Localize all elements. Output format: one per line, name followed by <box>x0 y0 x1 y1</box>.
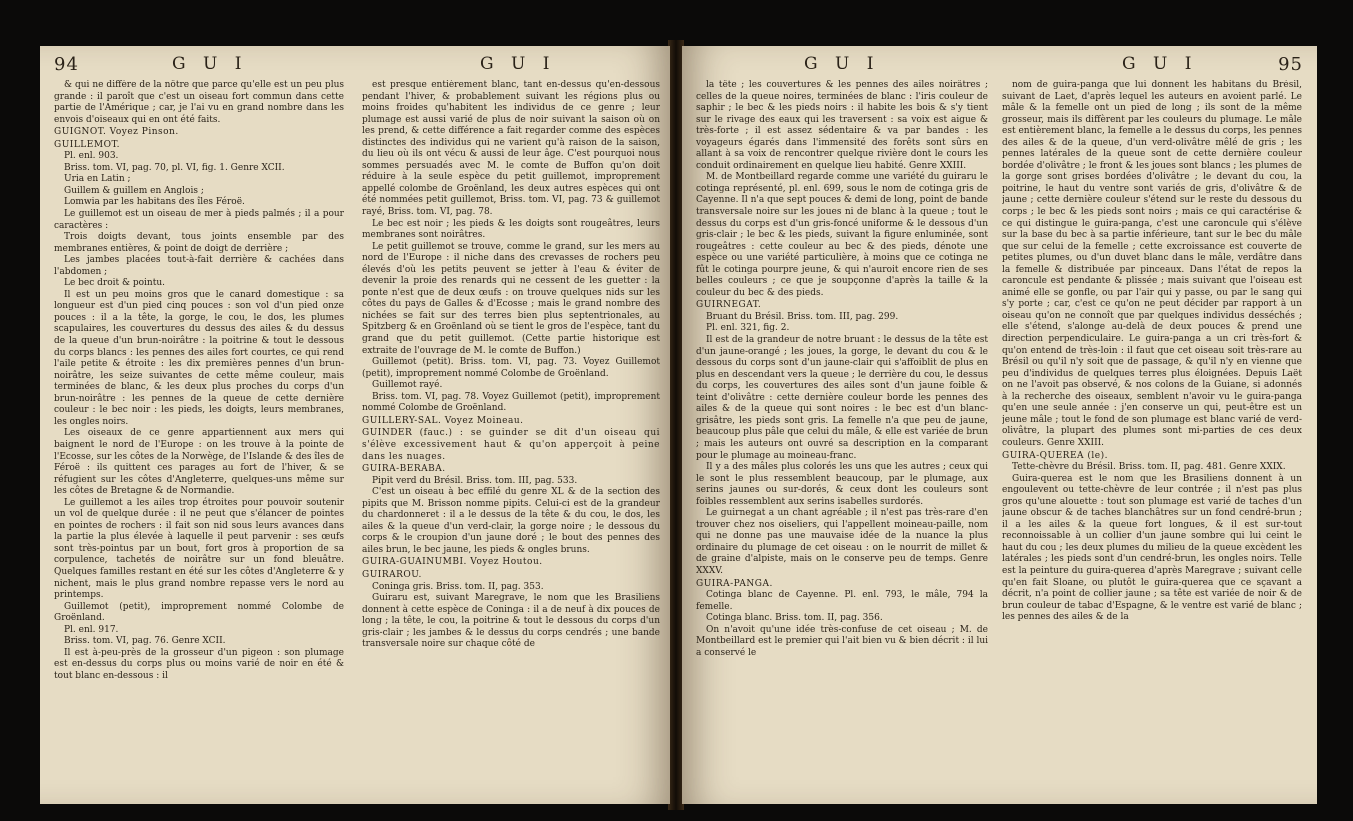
paragraph: Pl. enl. 917. <box>64 624 119 635</box>
paragraph: Le guillemot est un oiseau de mer à pieds palmés ; il a pour caractères : <box>54 209 344 231</box>
paragraph: Le petit guillemot se trouve, comme le grand, sur les mers au nord de l'Europe : il niche dans des crevasses de rochers peu élevés d'où les petits peuvent se jetter à l'eau & éviter de devenir la proie des renards qui ne cessent de les guetter : la ponte n'est que de deux œufs : on trouve quelques nids sur les côtes du pays de Galles & d'Ecosse ; mais le grand nombre des nichées se fait sur des terres bien plus septentrionales, au Spitzberg & en Groënland où se tient le gros de l'espèce, tant du grand que du petit guillemot. (Cette partie historique est extraite de l'ouvrage de M. le comte de Buffon.) <box>362 241 660 356</box>
paragraph: C'est un oiseau à bec effilé du genre XL & de la section des pipits que M. Brisson nomme pipits. Celui-ci est de la grandeur du chardonneret : il a le dessus de la tête & du cou, le dos, les ailes & la queue d'un verd-clair, la gorge noire ; le dessous du corps & le croupion d'un jaune doré ; le bout des pennes des ailes brun, le bec jaune, les pieds & ongles bruns. <box>362 487 660 555</box>
paragraph: GUIRAROU. <box>362 569 422 580</box>
paragraph: Pl. enl. 321, fig. 2. <box>706 323 790 334</box>
paragraph: Cotinga blanc de Cayenne. Pl. enl. 793, le mâle, 794 la femelle. <box>696 590 988 612</box>
right-header-col2: G U I <box>1122 54 1198 74</box>
left-header-col1: G U I <box>172 54 248 74</box>
paragraph: Il est un peu moins gros que le canard domestique : sa longueur est d'un pied cinq pouces : son vol d'un pied onze pouces : il a la tête, la gorge, le cou, le dos, les plumes scapulaires, les couvertures du dessus des ailes & du dessus de la queue d'un brun-noirâtre : la poitrine & tout le dessous du corps blancs : les pennes des ailes fort courtes, ce qui rend l'aile petite & étroite : les dix premières pennes d'un brun-noirâtre, les seize suivantes de cette même couleur, mais terminées de blanc, & les deux plus proches du corps d'un brun-noirâtre : les pennes de la queue de cette dernière couleur : le bec noir : les pieds, les doigts, leurs membranes, les ongles noirs. <box>54 289 344 427</box>
paragraph: GUIRA-BERABA. <box>362 464 446 475</box>
paragraph: Le guirnegat a un chant agréable ; il n'est pas très-rare d'en trouver chez nos oiseliers, qui l'appellent moineau-paille, nom qui ne donne pas une mauvaise idée de la nuance la plus ordinaire du plumage de cet oiseau : on le nourrit de millet & de graine d'alpiste, mais on le conserve peu de temps. Genre XXXV. <box>696 508 988 576</box>
right-header-col1: G U I <box>804 54 880 74</box>
paragraph: Les jambes placées tout-à-fait derrière & cachées dans l'abdomen ; <box>54 255 344 277</box>
paragraph: Guillemot (petit). Briss. tom. VI, pag. 73. Voyez Guillemot (petit), improprement nommé Colombe de Groënland. <box>362 357 660 379</box>
paragraph: est presque entièrement blanc, tant en-dessus qu'en-dessous pendant l'hiver, & probablement suivant les régions plus ou moins froides qu'habitent les individus de ce genre ; leur plumage est aussi varié de plus de noir suivant la saison où on les prend, & cette différence a fait regarder comme des espèces distinctes des individus qui ne varient qu'à raison de la saison, du lieu où ils ont vécu & aussi de leur âge. C'est pourquoi nous sommes persuadés avec M. le comte de Buffon qu'on doit réduire à la seule espèce du petit guillemot, improprement appellé colombe de Groënland, les deux autres espèces qui ont été nommées petit guillemot, Briss. tom. VI, pag. 73 & guillemot rayé, Briss. tom. VI, pag. 78. <box>362 80 660 218</box>
paragraph: Guillemot (petit), improprement nommé Colombe de Groënland. <box>54 601 344 624</box>
paragraph: Guiraru est, suivant Maregrave, le nom que les Brasiliens donnent à cette espèce de Coninga : il a de neuf à dix pouces de long ; la tête, le cou, la poitrine & tout le dessous du corps d'un gris-clair ; les jambes & le dessus du corps cendrés ; une bande transversale noire sur chaque côté de <box>362 593 660 650</box>
paragraph: Pipit verd du Brésil. Briss. tom. III, pag. 533. <box>372 475 578 486</box>
paragraph: Guillem & guillem en Anglois ; <box>64 185 204 196</box>
paragraph: Coninga gris. Briss. tom. II, pag. 353. <box>372 581 544 592</box>
right-column-1 <box>696 80 988 796</box>
paragraph: GUILLERY-SAL. Voyez Moineau. <box>362 415 524 426</box>
paragraph: Briss. tom. VI, pag. 76. Genre XCII. <box>64 636 226 647</box>
paragraph: Pl. enl. 903. <box>64 151 119 162</box>
paragraph: Briss. tom. VI, pag. 70, pl. VI, fig. 1. Genre XCII. <box>64 162 285 173</box>
right-page <box>682 46 1317 804</box>
left-column-2 <box>362 80 660 796</box>
left-column-1 <box>54 80 344 796</box>
paragraph: Tette-chèvre du Brésil. Briss. tom. II, pag. 481. Genre XXIX. <box>1012 462 1286 473</box>
paragraph: la tête ; les couvertures & les pennes des ailes noirâtres ; celles de la queue noires, terminées de blanc : l'iris couleur de saphir ; le bec & les pieds noirs : il habite les bois & s'y tient sur le rivage des eaux qui les traversent : sa voix est aigue & très-forte ; il est assez sédentaire & va par bandes : les voyageurs égarés dans l'immensité des forêts sont sûrs en allant à sa voix de rencontrer quelque rivière dont le cours les conduit ordinairement en quelque lieu habité. Genre XXIII. <box>696 80 988 171</box>
paragraph: Le guillemot a les ailes trop étroites pour pouvoir soutenir un vol de quelque durée : il ne peut que s'élancer de pointes en pointes de rochers : il fait son nid sous leurs avances dans la partie la plus élevée à laquelle il peut parvenir : ses œufs sont très-pointus par un bout, fort gros à proportion de sa corpulence, tachetés de noirâtre sur un fond bleuâtre. Quelques familles restant en été sur les côtes d'Angleterre & y nichent, mais le plus grand nombre repasse vers le nord au printemps. <box>54 497 344 601</box>
paragraph: Le bec est noir ; les pieds & les doigts sont rougeâtres, leurs membranes sont noirâtres. <box>362 218 660 241</box>
paragraph: GUILLEMOT. <box>54 139 120 150</box>
paragraph: Cotinga blanc. Briss. tom. II, pag. 356. <box>706 613 883 624</box>
paragraph: & qui ne diffère de la nôtre que parce qu'elle est un peu plus grande : il paroît que c'est un oiseau fort commun dans cette partie de l'Amérique ; car, je l'ai vu en grand nombre dans les envois d'oiseaux qui en ont été faits. <box>54 80 344 125</box>
paragraph: GUIRA-QUEREA (le). <box>1002 450 1108 461</box>
paragraph: Il est de la grandeur de notre bruant : le dessus de la tête est d'un jaune-orangé ; les joues, la gorge, le devant du cou & le dessous du corps sont d'un jaune-clair qui s'affoiblit de plus en plus en descendant vers la queue ; le derrière du cou, le dessus du corps, les couvertures des ailes sont d'un jaune foible & teint d'olivâtre : cette dernière couleur borde les pennes des ailes & de la queue qui sont noires : le bec est d'un blanc-grisâtre, les pieds sont gris. La femelle n'a que peu de jaune, beaucoup plus pâle que celui du mâle, & elle est variée de brun ; mais les auteurs ont ouvré sa description en la comparant pour le plumage au moineau-franc. <box>696 335 988 461</box>
right-running-head <box>682 54 1317 78</box>
paragraph: Guira-querea est le nom que les Brasiliens donnent à un engoulevent ou tette-chèvre de leur contrée ; il n'est pas plus gros qu'une alouette : tout son plumage est varié de taches d'un jaune obscur & de taches blanchâtres sur un fond cendré-brun ; il a les ailes & la queue fort longues, & il est sur-tout reconnoissable à un collier d'un jaune sombre qui lui ceint le haut du cou ; les deux plumes du milieu de la queue excèdent les latérales ; les pieds sont d'un cendré-brun, les ongles noirs. Telle est la peinture du guira-querea d'après Maregrave ; suivant celle qu'en fait Sloane, ou plutôt le guira-querea que ce sçavant a décrit, n'a point de collier jaune ; sa tête est variée de noir & de brun couleur de tabac d'Espagne, & le ventre est varié de blanc ; les pennes des ailes & de la <box>1002 473 1302 623</box>
right-column-2 <box>1002 80 1302 796</box>
paragraph: GUINDER (fauc.) : se guinder se dit d'un oiseau qui s'élève excessivement haut & qu'on apperçoit à peine dans les nuages. <box>362 428 660 462</box>
paragraph: M. de Montbeillard regarde comme une variété du guiraru le cotinga représenté, pl. enl. 699, sous le nom de cotinga gris de Cayenne. Il n'a que sept pouces & demi de long, point de bande transversale noire sur les joues ni de blanc à la queue ; tout le dessus du corps est d'un gris-foncé uniforme & le dessous d'un gris-clair ; le bec & les pieds, suivant la figure enluminée, sont rougeâtres : cette couleur au bec & des pieds, dénote une espèce ou une variété particulière, à moins que ce cotinga ne fût le cotinga pourpre jeune, & qui n'auroit encore rien de ses belles couleurs ; ce que je soupçonne d'après la taille & la couleur du bec & des pieds. <box>696 172 988 298</box>
paragraph: On n'avoit qu'une idée très-confuse de cet oiseau ; M. de Montbeillard est le premier qui l'ait bien vu & bien décrit : il lui a conservé le <box>696 624 988 658</box>
paragraph: Il est à-peu-près de la grosseur d'un pigeon : son plumage est en-dessus du corps plus ou moins varié de noir en été & tout blanc en-dessous : il <box>54 647 344 681</box>
paragraph: GUIRA-GUAINUMBI. Voyez Houtou. <box>362 557 543 568</box>
page-number-left: 94 <box>54 54 79 75</box>
paragraph: GUIRA-PANGA. <box>696 578 773 589</box>
left-page <box>40 46 670 804</box>
paragraph: Le bec droit & pointu. <box>64 278 165 289</box>
paragraph: GUIGNOT. Voyez Pinson. <box>54 127 179 138</box>
paragraph: nom de guira-panga que lui donnent les habitans du Brésil, suivant de Laet, d'après lequel les auteurs en avoient parlé. Le mâle & la femelle ont un pied de long ; ils sont de la même grosseur, mais ils diffèrent par les couleurs du plumage. Le mâle est entièrement blanc, la femelle a le dessus du corps, les pennes des ailes & de la queue, d'un verd-olivâtre mêlé de gris ; les pennes latérales de la queue sont de cette dernière couleur bordée d'olivâtre ; le front & les joues sont blancs ; les plumes de la gorge sont grises bordées d'olivâtre ; le devant du cou, la poitrine, le haut du ventre sont variés de gris, d'olivâtre & de jaune ; cette dernière couleur s'étend sur le reste du dessous du corps ; le bec & les pieds sont noirs ; mais ce qui caractérise & ce qui distingue le guira-panga, c'est une caroncule qui s'élève sur la base du bec à sa partie inférieure, tant sur le bec du mâle que sur celui de la femelle ; cette excroissance est couverte de petites plumes, ou d'un duvet blanc dans le mâle, verdâtre dans la femelle & distribuée par pinceaux. Dans l'état de repos la caroncule est pendante & plissée ; mais suivant que l'oiseau est animé elle se gonfle, ou par l'air qui y passe, ou par le sang qui s'y porte ; car, c'est ce qu'on ne peut décider par rapport à un oiseau qu'on ne connoît que par quelques individus desséchés ; elle s'étend, s'alonge au-delà de deux pouces & prend une direction perpendiculaire. Le guira-panga a un cri très-fort & qu'on entend de très-loin : il faut que cet oiseau soit très-rare au Brésil ou qu'il n'y soit que de passage, & qu'il n'y en vienne que peu d'individus de quelques terres plus éloignées. Depuis Laët on ne l'avoit pas observé, & nos colons de la Guiane, si adonnés à la recherche des oiseaux, semblent n'avoir vu le guira-panga qu'en une seule année : j'en conserve un qui, peut-être est un jeune mâle ; tout le fond de son plumage est blanc varié de verd-olivâtre, la plupart des plumes sont mi-parties de ces deux couleurs. Genre XXIII. <box>1002 80 1302 448</box>
paragraph: GUIRNEGAT. <box>696 300 762 311</box>
paragraph: Lomwia par les habitans des îles Féroë. <box>64 197 245 208</box>
paragraph: Uria en Latin ; <box>64 174 131 185</box>
paragraph: Guillemot rayé. <box>372 380 443 391</box>
left-running-head <box>40 54 670 78</box>
left-header-col2: G U I <box>480 54 556 74</box>
page-number-right: 95 <box>1278 54 1303 75</box>
paragraph: Briss. tom. VI, pag. 78. Voyez Guillemot (petit), improprement nommé Colombe de Groënland. <box>362 391 660 414</box>
paragraph: Il y a des mâles plus colorés les uns que les autres ; ceux qui le sont le plus ressemblent beaucoup, par le plumage, aux serins jaunes ou sur-dorés, & ceux dont les couleurs sont foibles ressemblent aux serins isabelles surdorés. <box>696 462 988 507</box>
paragraph: Les oiseaux de ce genre appartiennent aux mers qui baignent le nord de l'Europe : on les trouve à la pointe de l'Ecosse, sur les côtes de la Norwège, de l'Islande & des îles de Féroë : ils quittent ces parages au fort de l'hiver, & se réfugient sur les côtes d'Angleterre, quelques-uns même sur les côtes de Bretagne & de Normandie. <box>54 428 344 497</box>
paragraph: Trois doigts devant, tous joints ensemble par des membranes entières, & point de doigt de derrière ; <box>54 232 344 254</box>
paragraph: Bruant du Brésil. Briss. tom. III, pag. 299. <box>706 311 899 322</box>
